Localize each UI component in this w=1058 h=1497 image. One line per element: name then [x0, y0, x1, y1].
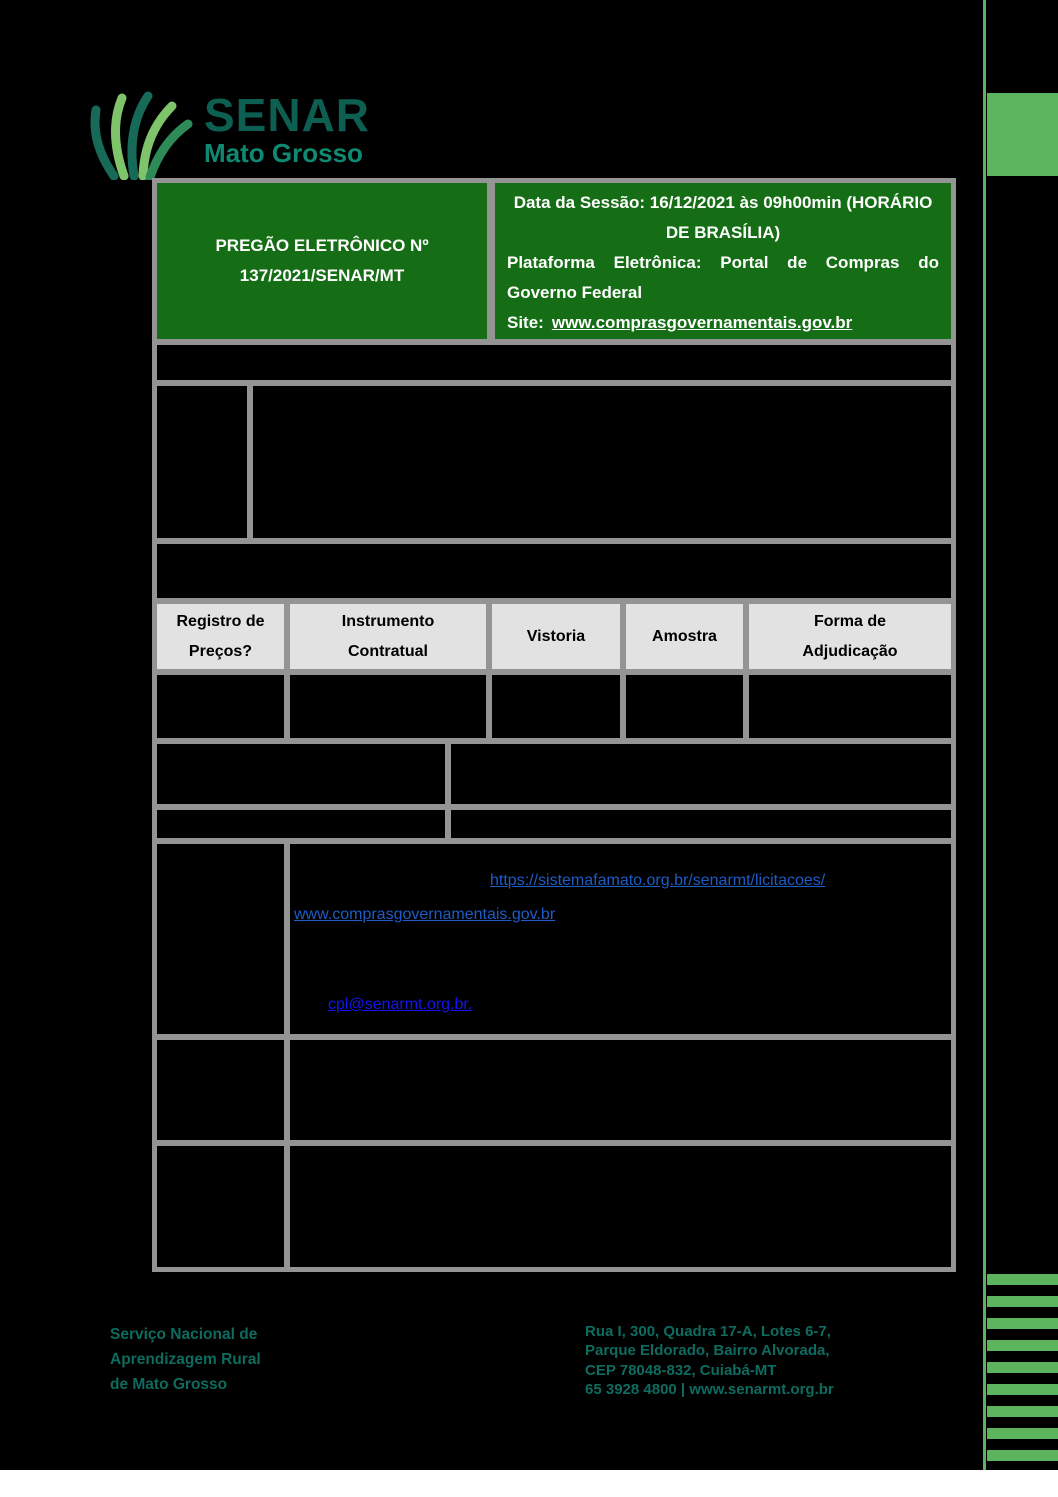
objeto-label-cell: [157, 386, 247, 538]
edital-access-row: [157, 844, 951, 1034]
info-row-2-left-cell: [157, 810, 445, 838]
green-stripes: [987, 1274, 1058, 1470]
cpl-email-link[interactable]: cpl@senarmt.org.br.: [328, 996, 473, 1013]
info-row-4-right-cell: [290, 1146, 951, 1267]
value-vistoria-cell: [492, 675, 620, 738]
session-date-line1: Data da Sessão: 16/12/2021 às 09h00min (HORÁRIO: [513, 193, 933, 212]
info-row-1-left-cell: [157, 744, 445, 804]
pregao-title-line1: PREGÃO ELETRÔNICO Nº: [215, 236, 429, 255]
site-line: [507, 308, 939, 338]
attributes-header-row: [157, 604, 951, 669]
edital-table: [152, 178, 956, 1272]
section-title-row: [157, 345, 951, 380]
senar-logo: [84, 84, 370, 180]
footer-organization: [110, 1322, 261, 1397]
attributes-value-row: [157, 675, 951, 738]
session-date-line2: DE BRASÍLIA): [665, 223, 781, 242]
edital-access-label-cell: [157, 844, 284, 1034]
header-instrumento-contratual-label: Instrumento Contratual: [341, 612, 435, 660]
info-row-3-left-cell: [157, 1040, 284, 1140]
info-row-3: [157, 1040, 951, 1140]
header-instrumento-contratual: [290, 604, 486, 669]
value-amostra-cell: [626, 675, 743, 738]
objeto-row: [157, 386, 951, 538]
info-row-1: [157, 744, 951, 804]
footer-addr-line1: Rua I, 300, Quadra 17-A, Lotes 6-7,: [585, 1323, 831, 1340]
logo-brand-text: SENAR: [204, 89, 371, 141]
site-url-link[interactable]: www.comprasgovernamentais.gov.br: [551, 313, 853, 332]
footer-org-line3: de Mato Grosso: [110, 1376, 228, 1393]
value-registro-precos-cell: [157, 675, 284, 738]
comprasgovernamentais-link[interactable]: www.comprasgovernamentais.gov.br: [294, 906, 556, 923]
green-vertical-line: [983, 0, 986, 1470]
info-row-4-left-cell: [157, 1146, 284, 1267]
section-title-cell: [157, 345, 951, 380]
footer-addr-line3: CEP 78048-832, Cuiabá-MT: [585, 1361, 777, 1379]
session-info-cell: [495, 183, 951, 339]
header-forma-adjudicacao-label: Forma de Adjudicação: [802, 612, 898, 660]
info-row-1-right-cell: [451, 744, 951, 804]
header-amostra-label: Amostra: [652, 627, 717, 645]
info-row-2: [157, 810, 951, 838]
platform-text: Plataforma Eletrônica: Portal de Compras do Governo Federal: [507, 253, 939, 302]
site-label: Site:: [507, 313, 544, 332]
section-title-row-2: [157, 544, 951, 598]
footer-address: [585, 1322, 834, 1399]
info-row-4: [157, 1146, 951, 1267]
edital-access-value-cell: [290, 844, 951, 1034]
logo-text: [204, 89, 371, 168]
green-accent-block: [987, 93, 1058, 176]
footer-org-line2: Aprendizagem Rural: [110, 1351, 261, 1368]
header-registro-precos: [157, 604, 284, 669]
page-bottom-margin: [0, 1470, 1058, 1497]
value-forma-adjudicacao-cell: [749, 675, 951, 738]
header-vistoria: [492, 604, 620, 669]
header-registro-precos-label: Registro de Preços?: [176, 612, 265, 660]
header-vistoria-label: Vistoria: [526, 627, 586, 645]
footer-addr-line2: Parque Eldorado, Bairro Alvorada,: [585, 1342, 830, 1360]
header-forma-adjudicacao: [749, 604, 951, 669]
info-row-2-right-cell: [451, 810, 951, 838]
pregao-title-cell: [157, 183, 487, 339]
licitacoes-link[interactable]: https://sistemafamato.org.br/senarmt/licitacoes/: [490, 872, 826, 889]
pregao-title-line2: 137/2021/SENAR/MT: [239, 266, 405, 285]
logo-region-text: Mato Grosso: [204, 138, 363, 168]
header-amostra: [626, 604, 743, 669]
header-row: [157, 183, 951, 339]
footer-org-line1: Serviço Nacional de: [110, 1326, 258, 1343]
objeto-value-cell: [253, 386, 951, 538]
info-row-3-right-cell: [290, 1040, 951, 1140]
senar-logo-arcs-icon: [84, 84, 194, 180]
value-instrumento-contratual-cell: [290, 675, 486, 738]
footer-addr-line4: 65 3928 4800 | www.senarmt.org.br: [585, 1380, 834, 1398]
section-title-cell-2: [157, 544, 951, 598]
